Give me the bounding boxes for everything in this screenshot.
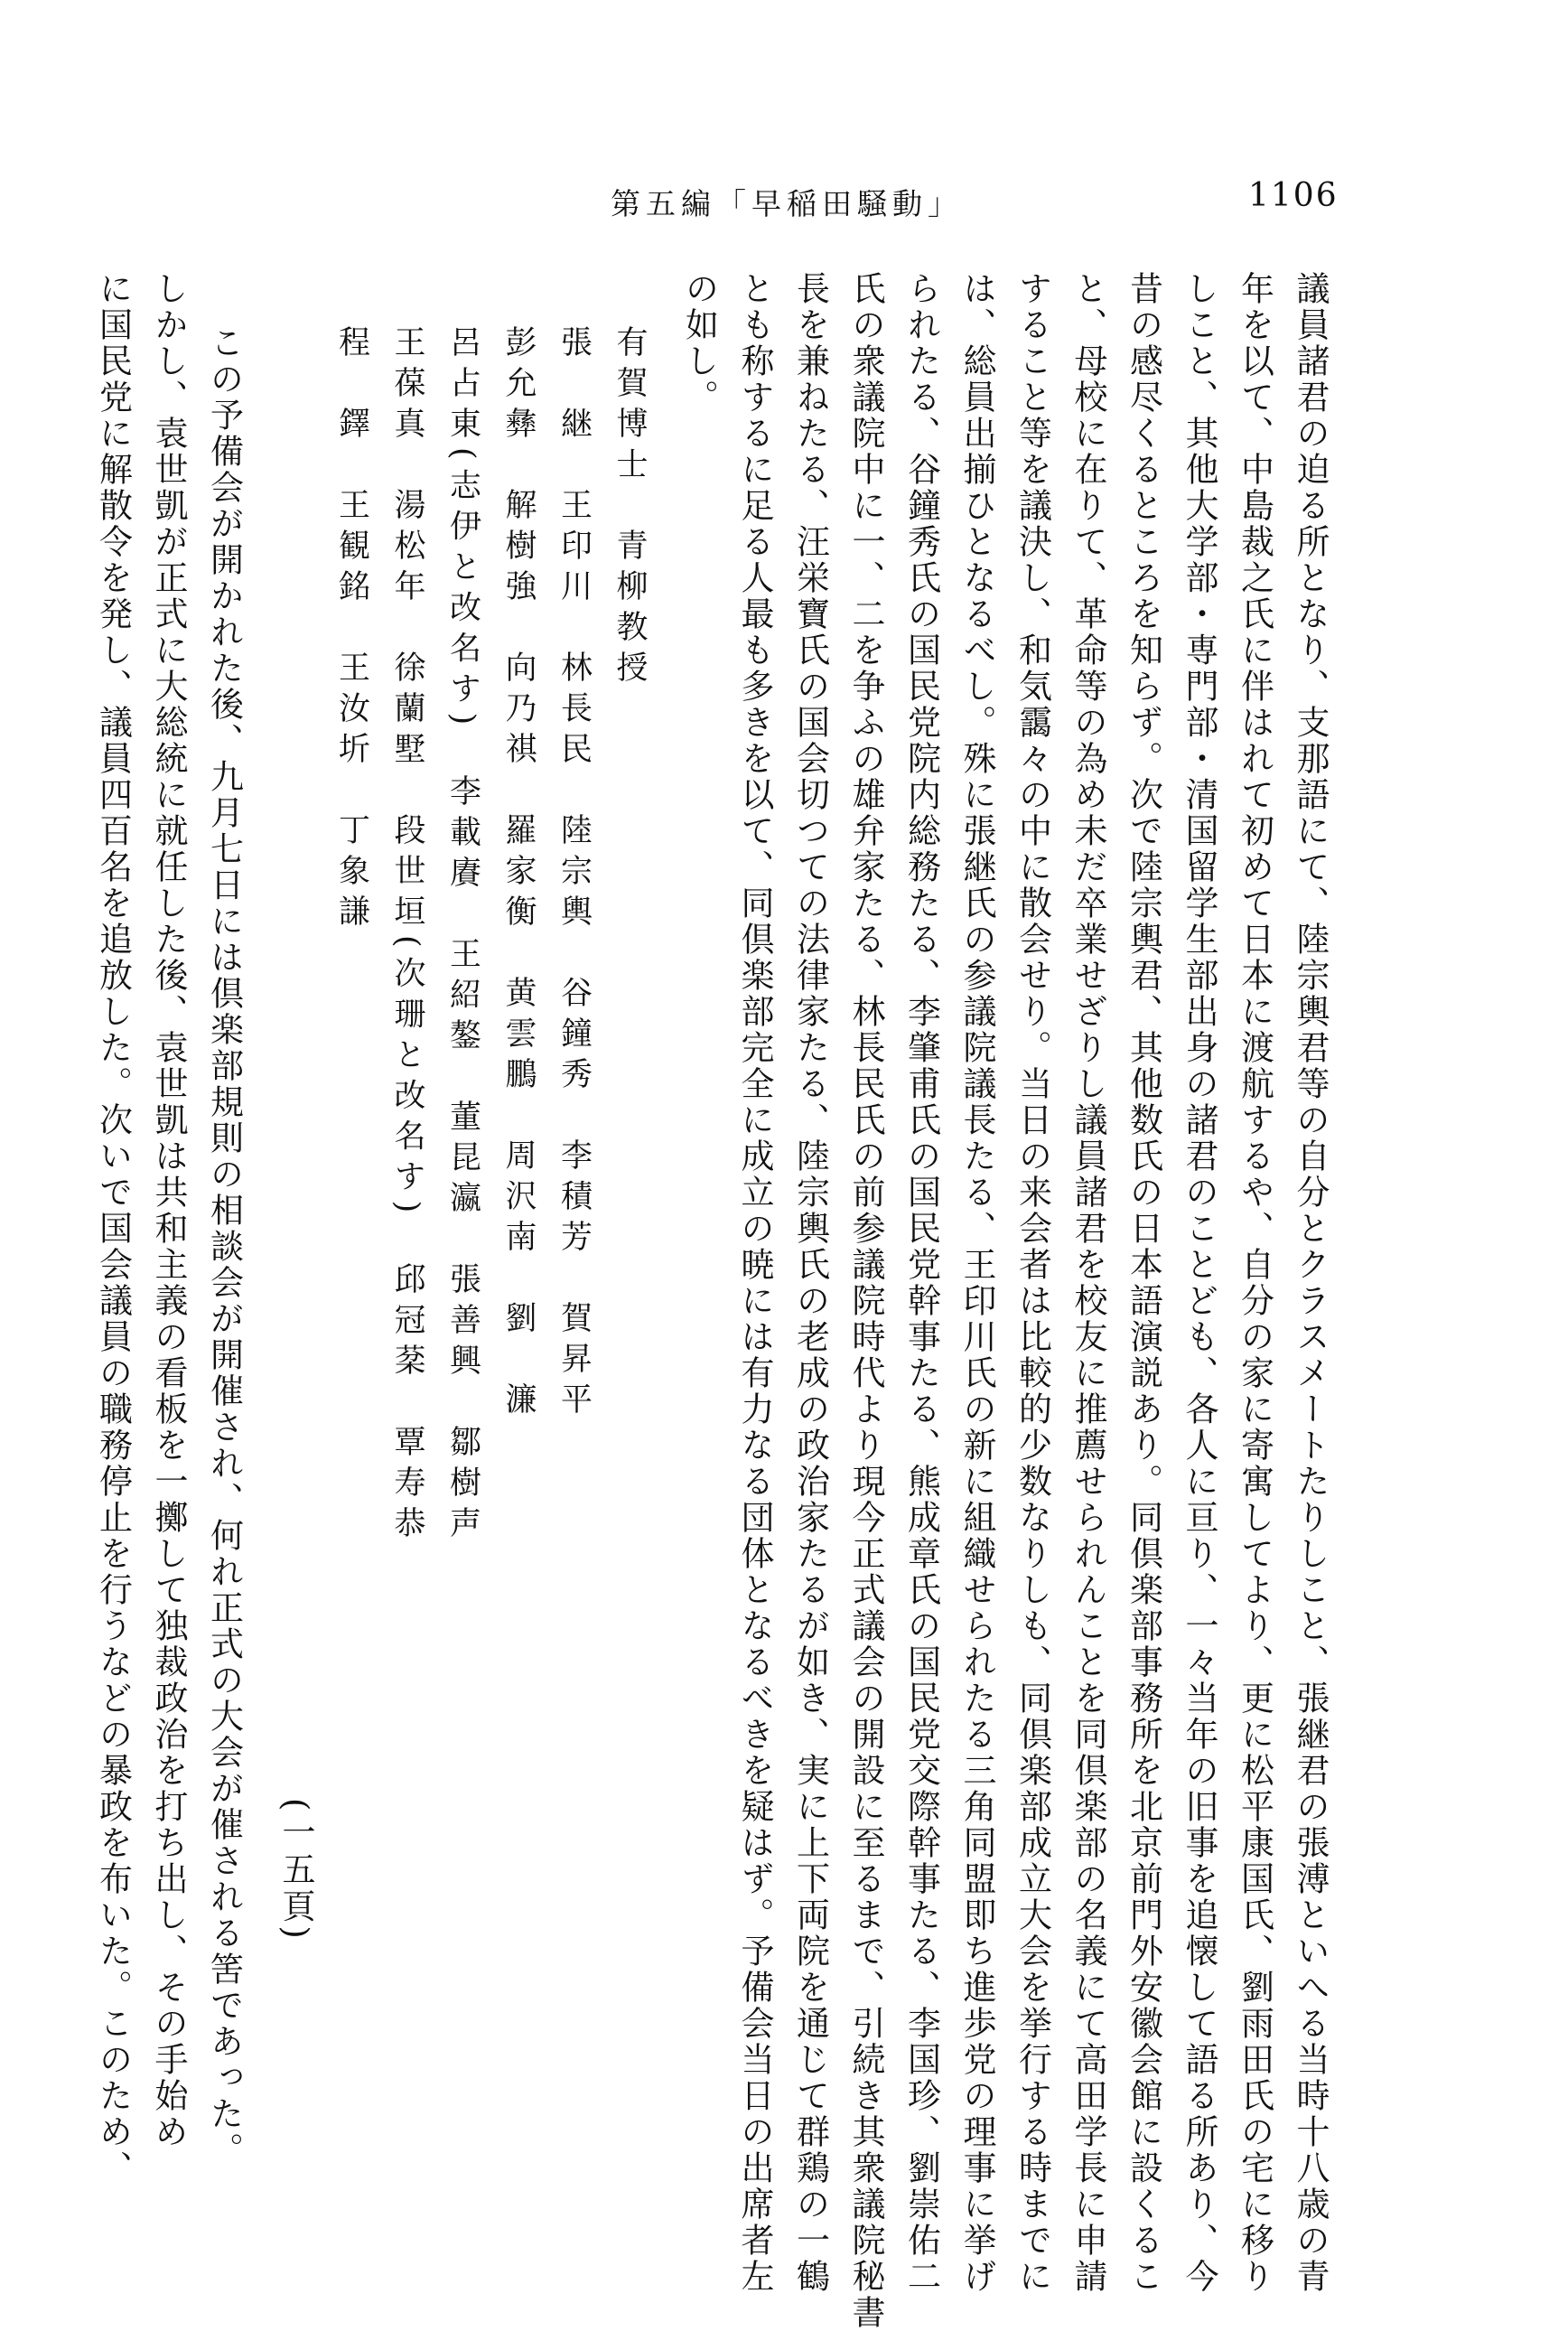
text-column: 長を兼ねたる、汪栄寶氏の国会切つての法律家たる、陸宗輿氏の老成の政治家たるが如き、実に上下両院を通じて群鶏の一鶴: [790, 271, 830, 2295]
roster-line: 呂占東(志伊と改名す) 李載賡 王紹鏊 董昆瀛 張善興 鄒樹声: [444, 325, 481, 1548]
vertical-body-text: [85, 271, 1338, 2331]
text-column: は、総員出揃ひとなるべし。殊に張継氏の参議院議長たる、王印川氏の新に組織せられたる三角同盟即ち進歩党の理事に挙げ: [957, 271, 996, 2295]
running-header-title: 第五編「早稲田騒動」: [611, 186, 963, 221]
roster-line: 張 継 王印川 林長民 陸宗輿 谷鐘秀 李積芳 賀昇平: [555, 325, 593, 1423]
text-column: 議員諸君の迫る所となり、支那語にて、陸宗輿君等の自分とクラスメートたりしこと、張継君の張溥といへる当時十八歳の青: [1291, 271, 1330, 2295]
roster-line: 程 鐸 王観銘 王汝圻 丁象謙: [333, 325, 370, 935]
roster-line: 彭允彝 解樹強 向乃祺 羅家衡 黄雲鵬 周沢南 劉 濂: [500, 325, 537, 1423]
roster-line: 有賀博士 青柳教授: [611, 325, 648, 691]
text-column: 昔の感尽くるところを知らず。次で陸宗輿君、其他数氏の日本語演説あり。同倶楽部事務所を北京前門外安徽会館に設くるこ: [1124, 271, 1163, 2295]
text-column: しかし、袁世凱が正式に大総統に就任した後、袁世凱は共和主義の看板を一擲して独裁政治を打ち出し、その手始め: [149, 271, 188, 2150]
text-column: 年を以て、中島裁之氏に伴はれて初めて日本に渡航するや、自分の家に寄寓してより、更に松平康国氏、劉雨田氏の宅に移り: [1235, 271, 1274, 2295]
text-column: しこと、其他大学部・専門部・清国留学生部出身の諸君のことども、各人に亘り、一々当年の旧事を追懐して語る所あり、今: [1180, 271, 1218, 2295]
text-column: の如し。: [679, 271, 719, 416]
roster-line: 王葆真 湯松年 徐蘭墅 段世垣(次珊と改名す) 邱冠棻 覃寿恭: [389, 325, 425, 1548]
text-column: に国民党に解散令を発し、議員四百名を追放した。次いで国会議員の職務停止を行うなどの暴政を布いた。このため、: [93, 271, 133, 2186]
source-citation: (一五頁): [276, 1798, 315, 1942]
text-column: この予備会が開かれた後、九月七日には倶楽部規則の相談会が開催され、何れ正式の大会が催される筈であった。: [204, 325, 244, 2168]
text-column: られたる、谷鐘秀氏の国民党院内総務たる、李肇甫氏の国民党幹事たる、熊成章氏の国民党交際幹事たる、李国珍、劉崇佑二: [901, 271, 941, 2295]
page-number: 1106: [1248, 177, 1339, 214]
text-column: と、母校に在りて、革命等の為め未だ卒業せざりし議員諸君を校友に推薦せられんことを同倶楽部の名義にて高田学長に申請: [1069, 271, 1107, 2295]
text-column: 氏の衆議院中に一、二を争ふの雄弁家たる、林長民氏の前参議院時代より現今正式議会の開設に至るまで、引続き其衆議院秘書: [846, 271, 885, 2331]
text-column: すること等を議決し、和気靄々の中に散会せり。当日の来会者は比較的少数なりしも、同倶楽部成立大会を挙行する時までに: [1013, 271, 1052, 2295]
text-column: とも称するに足る人最も多きを以て、同倶楽部完全に成立の暁には有力なる団体となるべきを疑はず。予備会当日の出席者左: [735, 271, 774, 2295]
